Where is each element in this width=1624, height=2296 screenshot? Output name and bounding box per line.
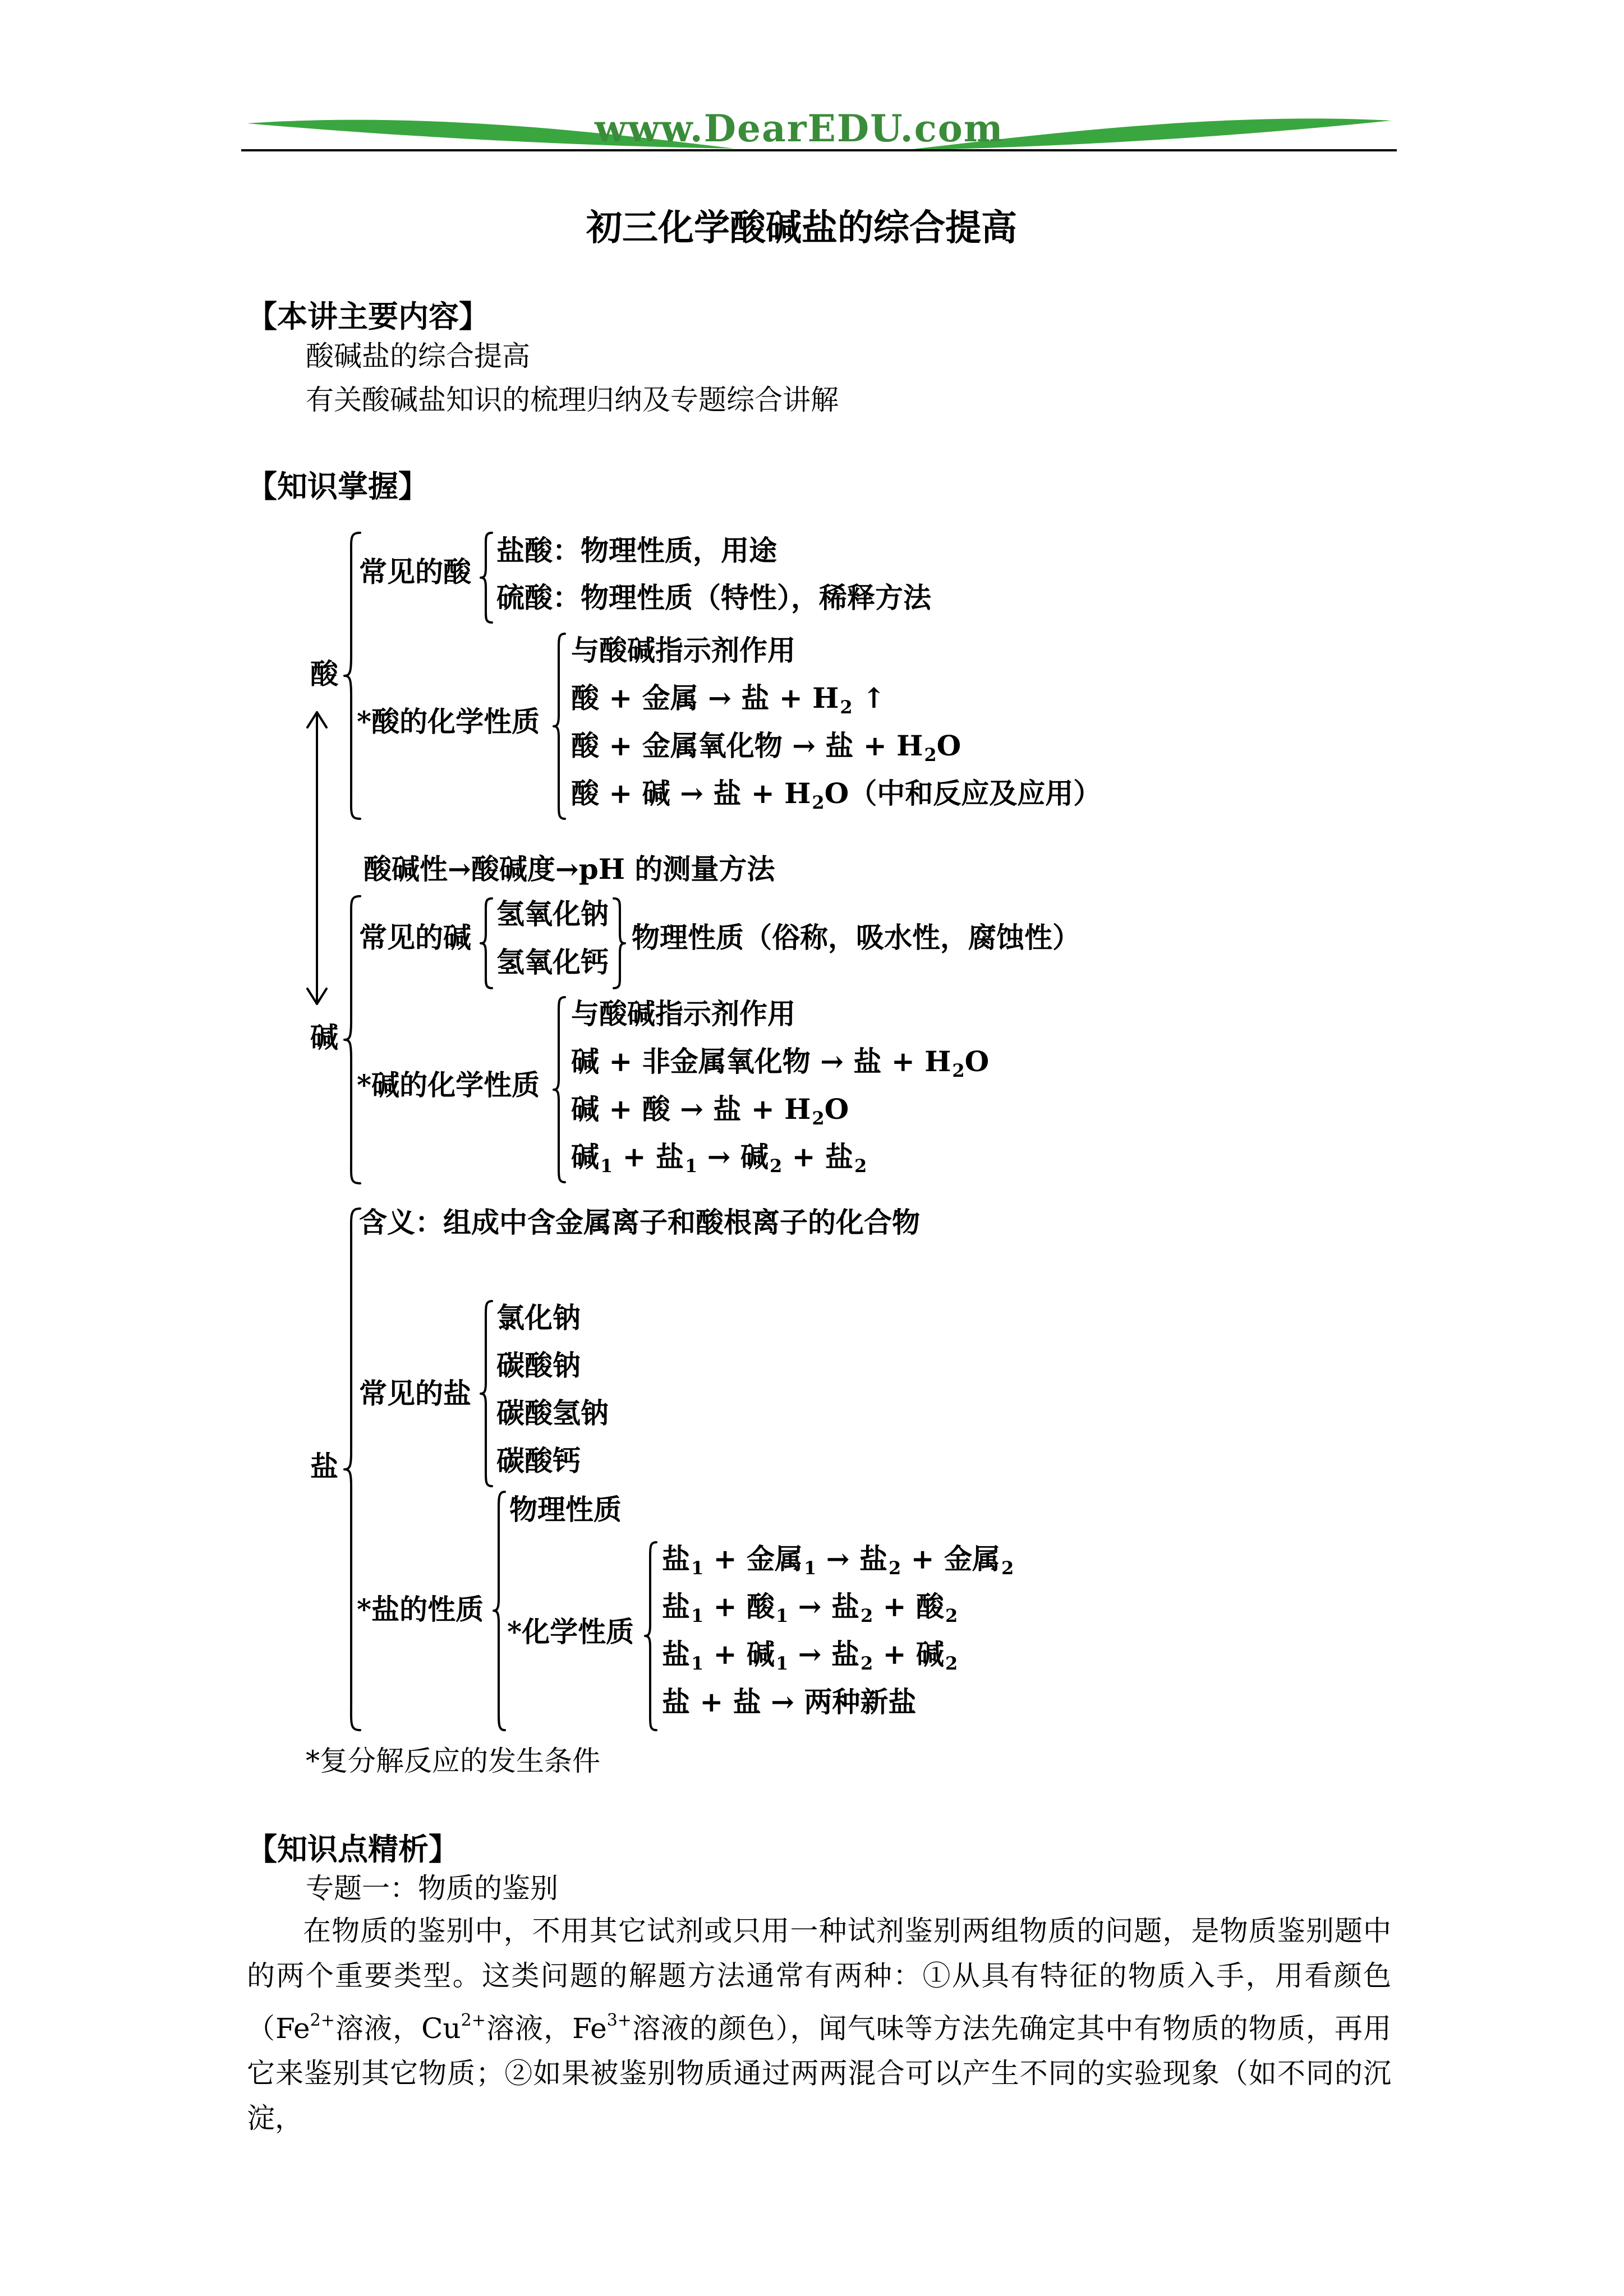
- acid-common-brace: [480, 533, 496, 623]
- base-common-right-brace: [613, 898, 629, 988]
- acid-chem-brace: [553, 634, 569, 819]
- base-common-property: 物理性质（俗称，吸水性，腐蚀性）: [632, 921, 1080, 954]
- salt-main-brace: [343, 1209, 366, 1730]
- salt-common-label: 常见的盐: [359, 1377, 471, 1410]
- base-chem-label: *碱的化学性质: [357, 1068, 540, 1101]
- base-common-brace: [480, 898, 496, 988]
- base-common-item-1: 氢氧化钠: [496, 897, 609, 930]
- main-content-line-1: 酸碱盐的综合提高: [306, 340, 530, 372]
- salt-label: 盐: [310, 1450, 338, 1483]
- salt-chem-item-4: 盐 + 盐 → 两种新盐: [662, 1685, 917, 1718]
- acid-base-double-arrow: [303, 709, 331, 1007]
- salt-chem-item-3: 盐$_1$ + 碱$_1$ → 盐$_2$ + 碱$_2$: [662, 1638, 958, 1674]
- base-chem-item-3: 碱 + 酸 → 盐 + $H_2O$: [571, 1092, 849, 1129]
- acid-chem-item-4: 酸 + 碱 → 盐 + $H_2O$（中和反应及应用）: [571, 777, 1102, 813]
- acid-chem-label: *酸的化学性质: [357, 705, 540, 738]
- base-chem-item-1: 与酸碱指示剂作用: [571, 997, 795, 1030]
- acid-chem-item-1: 与酸碱指示剂作用: [571, 634, 795, 667]
- salt-chem-item-1: 盐$_1$ + 金属$_1$ → 盐$_2$ + 金属$_2$: [662, 1542, 1014, 1579]
- acidity-measurement-line: 酸碱性→酸碱度→pH 的测量方法: [364, 852, 775, 886]
- salt-common-item-2: 碳酸钠: [496, 1349, 581, 1382]
- page-title: 初三化学酸碱盐的综合提高: [586, 207, 1017, 249]
- salt-chem-item-2: 盐$_1$ + 酸$_1$ → 盐$_2$ + 酸$_2$: [662, 1590, 958, 1626]
- salt-property-brace: [493, 1492, 509, 1730]
- section-main-content-heading: 【本讲主要内容】: [247, 298, 489, 334]
- salt-common-brace: [480, 1301, 496, 1486]
- salt-chem-brace: [644, 1542, 661, 1730]
- acid-chem-item-2: 酸 + 金属 → 盐 + $H_2$ ↑: [571, 681, 886, 718]
- salt-physical-property: 物理性质: [509, 1493, 622, 1526]
- base-chem-item-4: 碱$_1$ + 盐$_1$ → 碱$_2$ + 盐$_2$: [571, 1140, 867, 1177]
- base-chem-brace: [553, 997, 569, 1182]
- section-knowledge-heading: 【知识掌握】: [247, 468, 429, 504]
- topic-one-title: 专题一：物质的鉴别: [306, 1872, 558, 1905]
- base-label: 碱: [310, 1021, 338, 1054]
- acid-common-label: 常见的酸: [359, 555, 471, 588]
- base-chem-item-2: 碱 + 非金属氧化物 → 盐 + $H_2O$: [571, 1045, 990, 1081]
- salt-common-item-1: 氯化钠: [496, 1301, 581, 1334]
- salt-property-label: *盐的性质: [357, 1593, 484, 1626]
- acid-label: 酸: [310, 657, 338, 690]
- acid-chem-item-3: 酸 + 金属氧化物 → 盐 + $H_2O$: [571, 729, 961, 766]
- main-content-line-2: 有关酸碱盐知识的梳理归纳及专题综合讲解: [306, 384, 839, 416]
- double-decomposition-note: *复分解反应的发生条件: [306, 1745, 600, 1777]
- header-logo-text: www.DearEDU.com: [595, 107, 1004, 150]
- base-common-item-2: 氢氧化钙: [496, 946, 609, 979]
- section-analysis-heading: 【知识点精析】: [247, 1831, 459, 1867]
- topic-one-paragraph: 在物质的鉴别中，不用其它试剂或只用一种试剂鉴别两组物质的问题，是物质鉴别题中的两个重要类型。这类问题的解题方法通常有两种：①从具有特征的物质入手，用看颜色（$Fe^{2+}$溶液，$Cu^{2+}$溶液，$Fe^{3+}$溶液的颜色），闻气味等方法先确定其中有物质的物质，再用它来鉴别其它物质；②如果被鉴别物质通过两两混合可以产生不同的实验现象（如不同的沉淀，: [247, 1915, 1391, 2134]
- acid-common-item-2: 硫酸：物理性质（特性），稀释方法: [496, 581, 931, 614]
- salt-meaning: 含义：组成中含金属离子和酸根离子的化合物: [359, 1206, 920, 1239]
- salt-chem-label: *化学性质: [507, 1615, 634, 1648]
- base-common-label: 常见的碱: [359, 921, 471, 954]
- salt-common-item-4: 碳酸钙: [496, 1444, 581, 1477]
- acid-common-item-1: 盐酸：物理性质，用途: [496, 534, 777, 567]
- salt-common-item-3: 碳酸氢钠: [496, 1396, 609, 1430]
